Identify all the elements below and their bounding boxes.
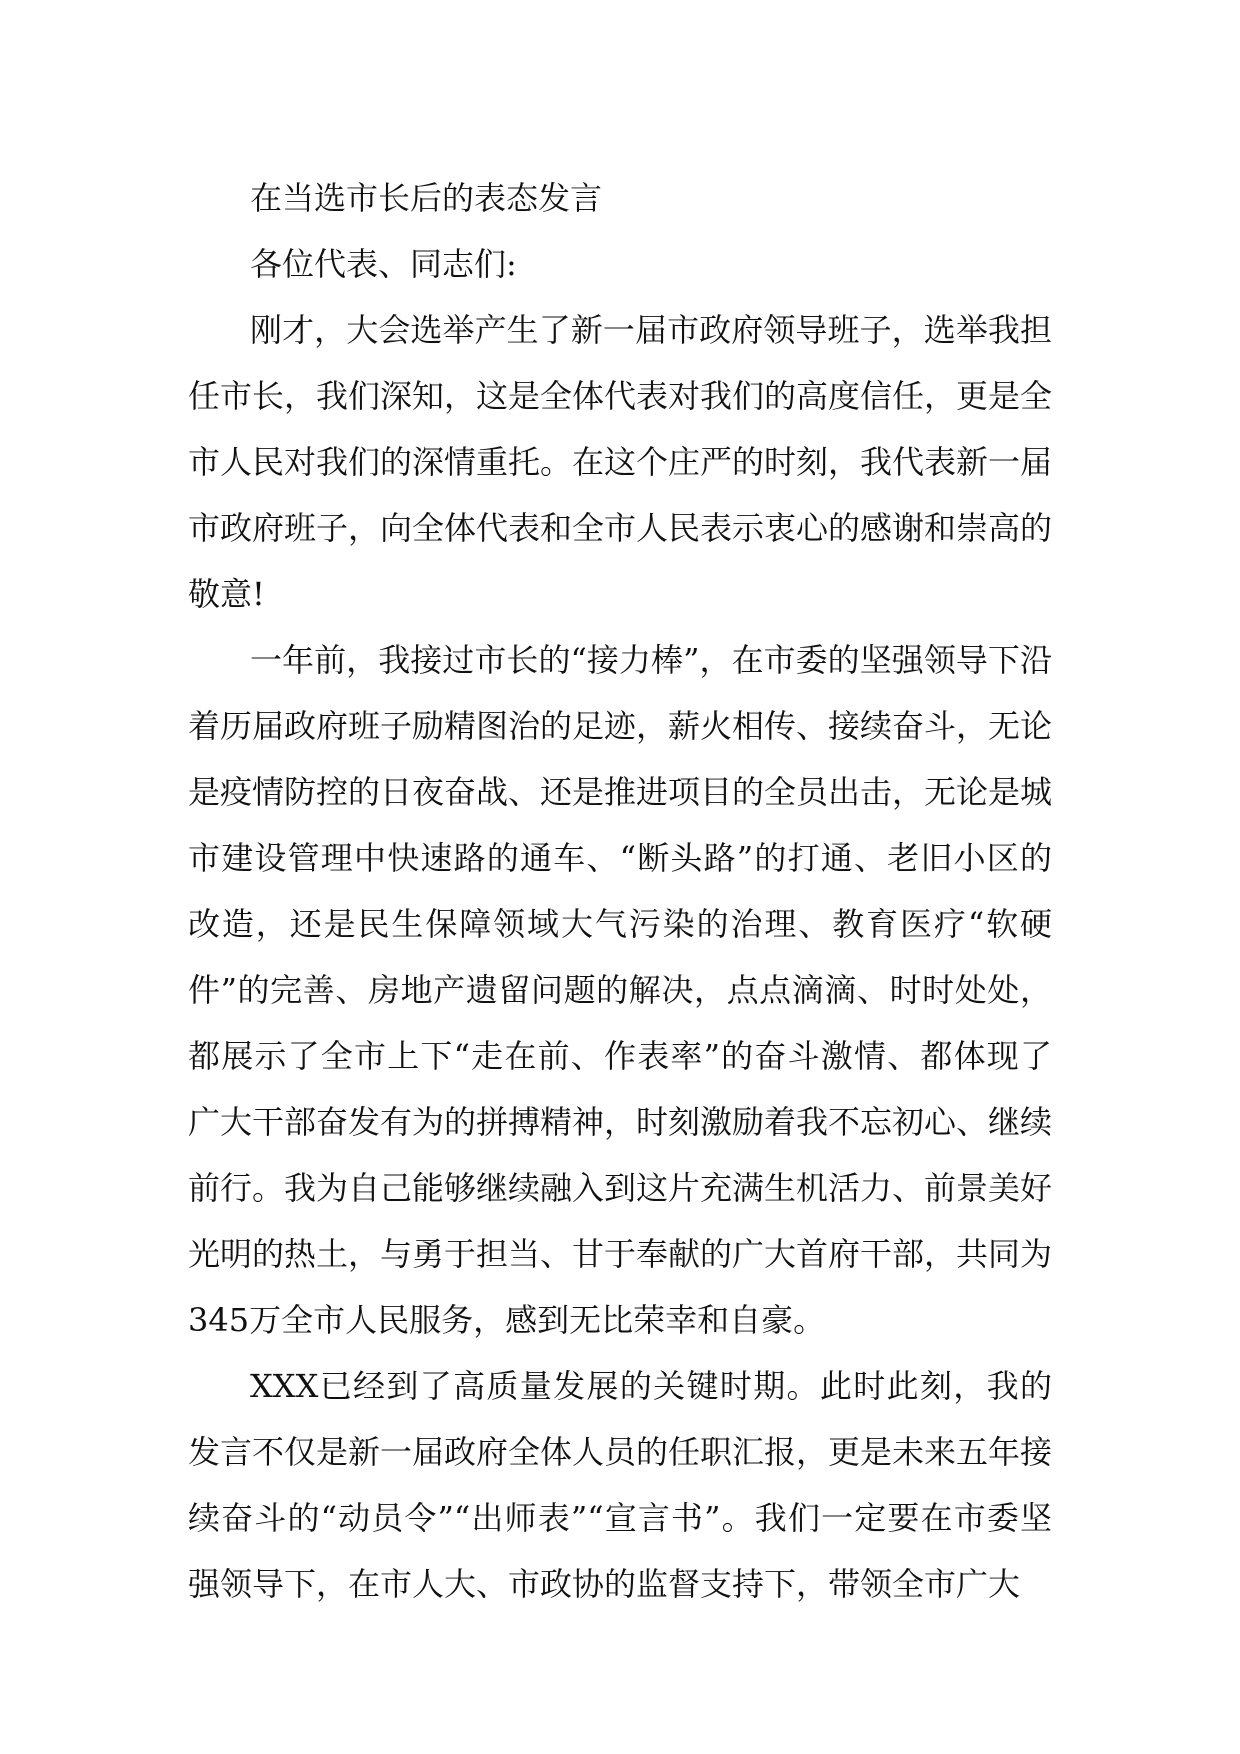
paragraph-2: 一年前，我接过市长的“接力棒”，在市委的坚强领导下沿着历届政府班子励精图治的足迹，薪火相传、接续奋斗，无论是疫情防控的日夜奋战、还是推进项目的全员出击，无论是城市建设管理中快速路的通车、“断头路”的打通、老旧小区的改造，还是民生保障领域大气污染的治理、教育医疗“软硬件”的完善、房地产遗留问题的解决，点点滴滴、时时处处，都展示了全市上下“走在前、作表率”的奋斗激情、都体现了广大干部奋发有为的拼搏精神，时刻激励着我不忘初心、继续前行。我为自己能够继续融入到这片充满生机活力、前景美好光明的热土，与勇于担当、甘于奉献的广大首府干部，共同为345万全市人民服务，感到无比荣幸和自豪。 <box>188 641 1053 1339</box>
salutation: 各位代表、同志们: <box>250 245 517 283</box>
document-title: 在当选市长后的表态发言 <box>250 179 603 217</box>
document-body <box>188 165 1052 1617</box>
paragraph-1: 刚才，大会选举产生了新一届市政府领导班子，选举我担任市长，我们深知，这是全体代表对我们的高度信任，更是全市人民对我们的深情重托。在这个庄严的时刻，我代表新一届市政府班子，向全体代表和全市人民表示衷心的感谢和崇高的敬意! <box>188 311 1053 613</box>
paragraph-3: XXX已经到了高质量发展的关键时期。此时此刻，我的发言不仅是新一届政府全体人员的任职汇报，更是未来五年接续奋斗的“动员令”“出师表”“宣言书”。我们一定要在市委坚强领导下，在市人大、市政协的监督支持下，带领全市广大 <box>188 1367 1053 1603</box>
